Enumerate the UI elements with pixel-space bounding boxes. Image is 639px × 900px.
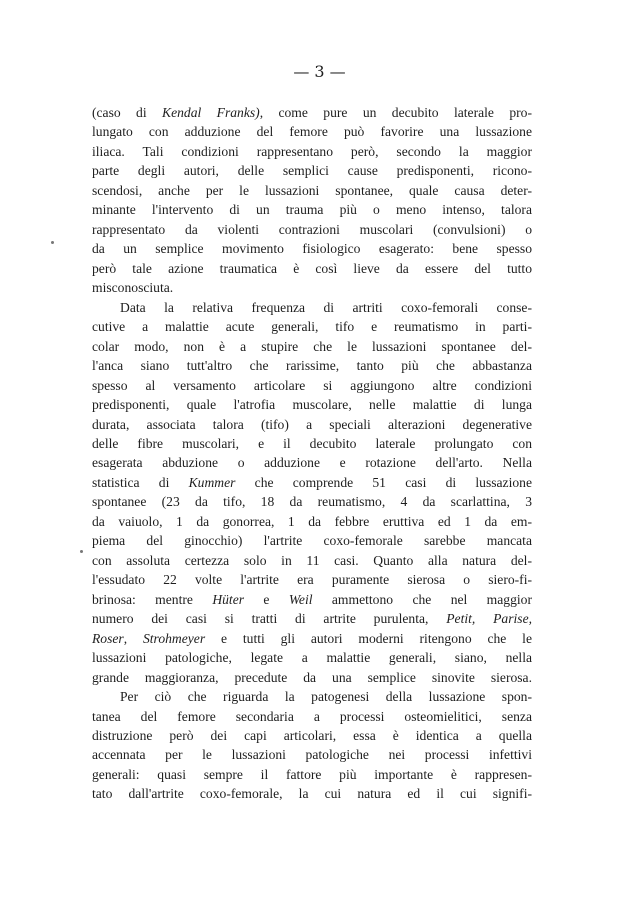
text-segment: da vaiuolo, 1 da gonorrea, 1 da febbre eruttiva ed 1 da em- xyxy=(92,513,532,529)
text-segment: lungato con adduzione del femore può favorire una lussazione xyxy=(92,124,532,140)
page-number: — 3 — xyxy=(293,62,346,81)
text-line xyxy=(92,765,532,784)
text-line xyxy=(92,648,532,667)
text-segment: che comprende 51 casi di lussazione xyxy=(235,474,532,490)
text-line xyxy=(92,726,532,745)
text-line xyxy=(92,434,532,453)
scan-speck xyxy=(80,550,83,553)
text-segment: Data la relativa frequenza di artriti coxo-femorali conse- xyxy=(120,299,532,315)
text-line xyxy=(92,629,532,648)
text-segment: iliaca. Tali condizioni rappresentano però, secondo la maggior xyxy=(92,143,532,159)
text-line xyxy=(92,551,532,570)
text-line xyxy=(92,259,532,278)
text-segment: grande maggioranza, precedute da una semplice sinovite sierosa. xyxy=(92,669,532,685)
text-line xyxy=(92,492,532,511)
text-line xyxy=(92,220,532,239)
text-segment: accennata per le lussazioni patologiche nei processi infettivi xyxy=(92,747,532,763)
text-line xyxy=(92,142,532,161)
italic-name: Strohmeyer xyxy=(142,630,206,646)
text-line xyxy=(92,609,532,628)
text-segment: rappresentato da violenti contrazioni muscolari (convulsioni) o xyxy=(92,221,532,237)
text-segment: Per ciò che riguarda la patogenesi della lussazione spon- xyxy=(120,689,532,705)
text-segment: lussazioni patologiche, legate a malattie generali, siano, nella xyxy=(92,650,532,666)
text-line xyxy=(92,668,532,687)
text-segment: predisponenti, quale l'atrofia muscolare, nelle malattie di lunga xyxy=(92,397,532,413)
text-line xyxy=(92,356,532,375)
text-segment: e xyxy=(244,591,289,607)
text-segment: minante l'intervento di un trauma più o meno intenso, talora xyxy=(92,202,532,218)
text-segment: delle fibre muscolari, e il decubito laterale prolungato con xyxy=(92,435,532,451)
text-segment: parte degli autori, delle semplici cause predisponenti, ricono- xyxy=(92,163,532,179)
text-segment: l'anca siano tutt'altro che rarissime, tanto più che abbastanza xyxy=(92,358,532,374)
text-segment: da un semplice movimento fisiologico esagerato: bene spesso xyxy=(92,241,532,257)
text-line xyxy=(92,784,532,803)
text-segment: tanea del femore secondaria a processi osteomielitici, senza xyxy=(92,708,532,724)
text-segment: piema del ginocchio) l'artrite coxo-femorale sarebbe mancata xyxy=(92,533,532,549)
text-line xyxy=(92,745,532,764)
text-segment: , xyxy=(123,630,143,646)
text-segment: scendosi, anche per le lussazioni spontanee, quale causa deter- xyxy=(92,182,532,198)
text-line xyxy=(92,200,532,219)
text-segment: (caso di xyxy=(92,105,163,120)
text-segment: con assoluta certezza solo in 11 casi. Quanto alla natura del- xyxy=(92,552,532,568)
text-line xyxy=(92,298,532,317)
text-line xyxy=(92,122,532,141)
text-line xyxy=(92,337,532,356)
text-line xyxy=(92,278,532,297)
text-segment: , come pure un decubito laterale pro- xyxy=(259,105,532,120)
italic-name: Petit, Parise, xyxy=(446,611,532,627)
text-segment: durata, associata talora (tifo) a speciali alterazioni degenerative xyxy=(92,416,532,432)
text-line xyxy=(92,239,532,258)
text-segment: però tale azione traumatica è così lieve da essere del tutto xyxy=(92,260,532,276)
text-segment: cutive a malattie acute generali, tifo e reumatismo in parti- xyxy=(92,319,532,335)
text-segment: ammettono che nel maggior xyxy=(312,591,532,607)
text-segment: e tutti gli autori moderni ritengono che le xyxy=(205,630,532,646)
text-line xyxy=(92,395,532,414)
text-line xyxy=(92,161,532,180)
text-segment: brinosa: mentre xyxy=(92,591,213,607)
text-segment: numero dei casi si tratti di artrite purulenta, xyxy=(92,611,447,627)
text-segment: spesso al versamento articolare si aggiungono altre condizioni xyxy=(92,377,532,393)
text-line xyxy=(92,415,532,434)
text-line xyxy=(92,473,532,492)
italic-name: Weil xyxy=(288,591,313,607)
text-line xyxy=(92,181,532,200)
text-line xyxy=(92,512,532,531)
text-line xyxy=(92,103,532,122)
italic-name: Kendal Franks) xyxy=(162,105,260,120)
italic-name: Hüter xyxy=(212,591,245,607)
body-text xyxy=(92,103,532,804)
text-segment: distruzione però dei capi articolari, essa è identica a quella xyxy=(92,728,532,743)
text-segment: esagerata abduzione o adduzione e rotazione dell'arto. Nella xyxy=(92,455,532,471)
text-line xyxy=(92,376,532,395)
text-line xyxy=(92,531,532,550)
text-line xyxy=(92,687,532,706)
text-segment: spontanee (23 da tifo, 18 da reumatismo, 4 da scarlattina, 3 xyxy=(92,494,532,510)
text-line xyxy=(92,317,532,336)
text-segment: misconosciuta. xyxy=(92,280,174,296)
text-segment: colar modo, non è a stupire che le lussazioni spontanee del- xyxy=(92,338,532,354)
text-segment: generali: quasi sempre il fattore più importante è rappresen- xyxy=(92,766,532,782)
text-line xyxy=(92,590,532,609)
text-segment: tato dall'artrite coxo-femorale, la cui natura ed il cui signifi- xyxy=(92,786,532,802)
text-line xyxy=(92,570,532,589)
text-line xyxy=(92,707,532,726)
italic-name: Kummer xyxy=(188,474,236,490)
text-line xyxy=(92,453,532,472)
text-segment: l'essudato 22 volte l'artrite era puramente sierosa o siero-fi- xyxy=(92,572,532,588)
italic-name: Roser xyxy=(92,630,124,646)
text-segment: statistica di xyxy=(92,474,189,490)
scan-speck xyxy=(51,241,54,244)
